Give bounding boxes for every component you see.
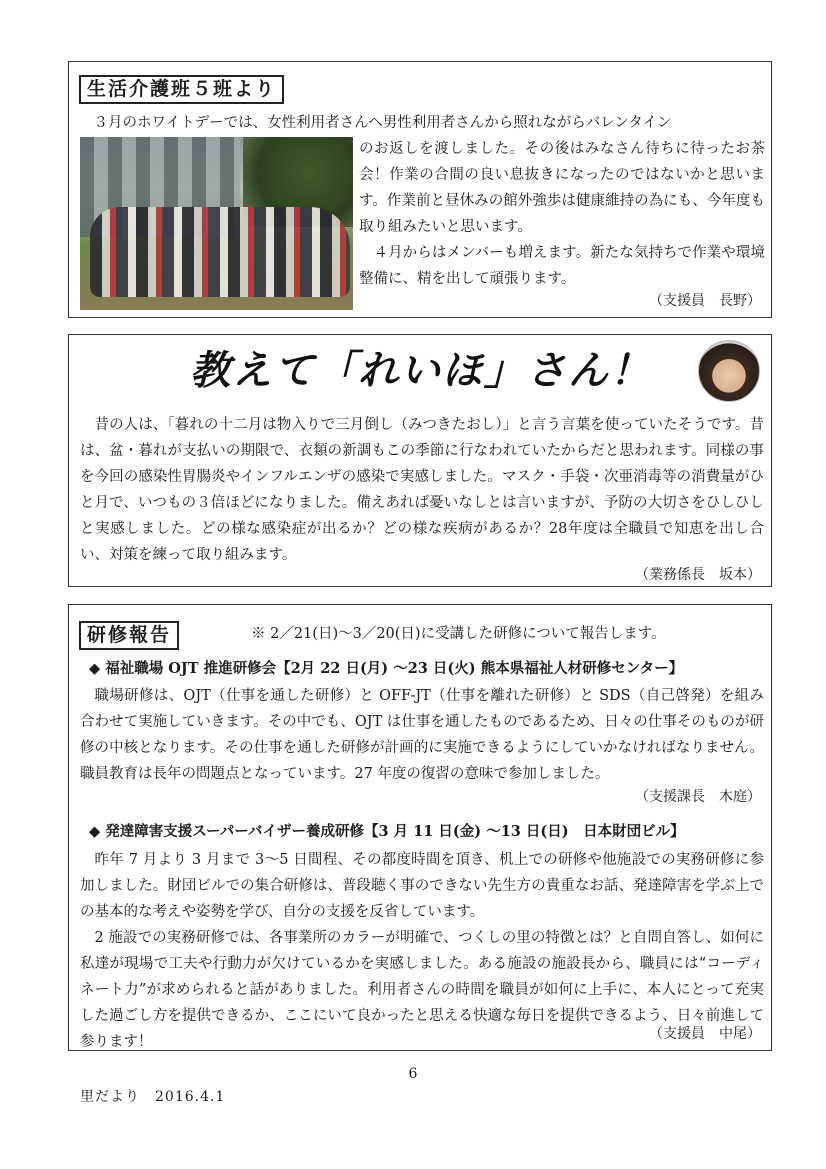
section-title: 教えて「れいほ」さん！	[190, 348, 652, 394]
report-body: 職場研修は、OJT（仕事を通した研修）と OFF-JT（仕事を離れた研修）と SDS（自己啓発）を組み合わせて実施していきます。その中でも、OJT は仕事を通したものであるため、日々の仕事そのものが研修の中核となります。その仕事を通した研修が計画的に実施できるようにしていかなければなりません。職員教育は長年の問題点となっています。27 年度の復習の意味で参加しました。	[80, 688, 764, 782]
signature: （支援員 中尾）	[649, 1026, 761, 1042]
section-note: ※ 2／21(日)～3／20(日)に受講した研修について報告します。	[251, 626, 666, 642]
signature: （支援員 長野）	[649, 293, 761, 309]
section-ask-reiho	[68, 334, 772, 587]
publication-footer: 里だより 2016.4.1	[80, 1089, 226, 1105]
paragraph-body: 昔の人は、「暮れの十二月は物入りで三月倒し（みつきたおし）」と言う言葉を使っていたそうです。昔は、盆・暮れが支払いの期限で、衣類の新調もこの季節に行なわれていたからだと思われます。同様の事を今回の感染性胃腸炎やインフルエンザの感染で実感しました。マスク・手袋・次亜消毒等の消費量がひと月で、いつもの３倍ほどになりました。備えあれば憂いなしとは言いますが、予防の大切さをひしひしと実感しました。どの様な感染症が出るか？どの様な疾病があるか？28年度は全職員で知恵を出し合い、対策を練って取り組みます。	[80, 417, 764, 563]
section-training-report	[68, 604, 772, 1051]
page-number: 6	[408, 1066, 418, 1082]
paragraph-text: ４月からはメンバーも増えます。新たな気持ちで作業や環境整備に、精を出して頑張ります。	[359, 245, 765, 287]
section-life-care-team5	[68, 61, 772, 318]
paragraph-text: のお返しを渡しました。その後はみなさん待ちに待ったお茶会！作業の合間の良い息抜きになったのではないかと思います。作業前と昼休みの館外強歩は健康維持の為にも、今年度も取り組みたいと思います。	[359, 141, 765, 235]
section-heading: 研修報告	[79, 621, 179, 650]
section-heading: 生活介護班５班より	[79, 75, 284, 104]
paragraph-text: 2 施設での実務研修では、各事業所のカラーが明確で、つくしの里の特徴とは？と自問自答し、如何に私達が現場で工夫や行動力が欠けているかを実感しました。ある施設の施設長から、職員には“コーディネート力”が求められると話がありました。利用者さんの時間を職員が如何に上手に、本人にとって充実した過ごし方を提供できるか、ここにいて良かったと思える快適な毎日を提供できるよう、日々前進して参ります！	[80, 930, 764, 1050]
paragraph-text: 昨年 7 月より 3 月まで 3～5 日間程、その都度時間を頂き、机上での研修や他施設での実務研修に参加しました。財団ビルでの集合研修は、普段聴く事のできない先生方の貴重なお話、発達障害を学ぶ上での基本的な考えや姿勢を学び、自分の支援を反省しています。	[80, 852, 764, 920]
report-title: ◆ 発達障害支援スーパーバイザー養成研修【3 月 11 日(金) ～13 日(日) 日本財団ビル】	[89, 823, 685, 840]
paragraph-first-line: ３月のホワイトデーでは、女性利用者さんへ男性利用者さんから照れながらバレンタイン	[93, 115, 672, 131]
signature: （業務係長 坂本）	[635, 567, 761, 583]
paragraph-body	[359, 136, 765, 292]
signature: （支援課長 木庭）	[635, 789, 761, 805]
portrait-photo	[698, 340, 760, 402]
report-title: ◆ 福祉職場 OJT 推進研修会【2月 22 日(月) ～23 日(火) 熊本県福祉人材研修センター】	[89, 660, 684, 677]
group-photo	[80, 137, 353, 310]
